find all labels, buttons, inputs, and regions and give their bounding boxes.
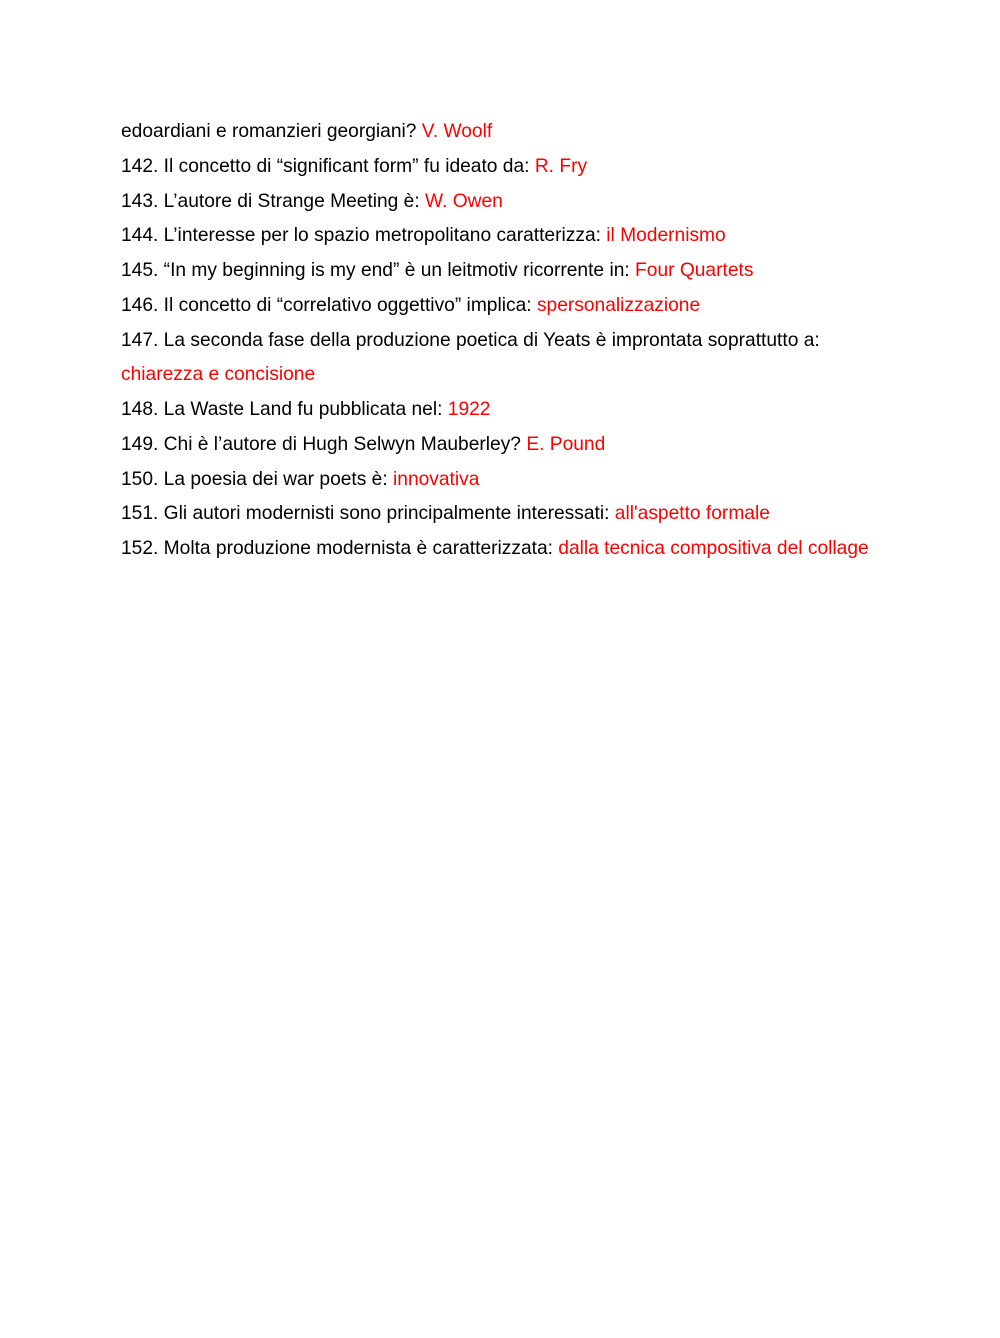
answer-text: E. Pound: [526, 433, 606, 455]
answer-text: W. Owen: [425, 190, 503, 212]
quiz-item: [121, 254, 881, 289]
question-text: 148. La Waste Land fu pubblicata nel:: [121, 399, 448, 420]
quiz-item: [121, 463, 881, 498]
question-text: 149. Chi è l’autore di Hugh Selwyn Mauberley?: [121, 433, 527, 455]
question-text: 142. Il concetto di “significant form” fu ideato da:: [121, 155, 535, 177]
answer-text: 1922: [447, 399, 491, 420]
quiz-item: [121, 115, 881, 150]
question-text: edoardiani e romanzieri georgiani?: [121, 121, 422, 142]
answer-text: V. Woolf: [421, 121, 493, 142]
quiz-answer-list: [121, 115, 881, 567]
answer-text: chiarezza e concisione: [121, 364, 316, 386]
answer-text: innovativa: [393, 468, 480, 490]
question-text: 146. Il concetto di “correlativo oggettivo” implica:: [121, 294, 537, 316]
question-text: 143. L’autore di Strange Meeting è:: [121, 190, 426, 212]
answer-text: dalla tecnica compositiva del collage: [558, 538, 869, 559]
question-text: 147. La seconda fase della produzione poetica di Yeats è improntata soprattutto a:: [121, 329, 820, 351]
question-text: 152. Molta produzione modernista è caratterizzata:: [121, 538, 559, 559]
quiz-item: [121, 532, 881, 567]
answer-text: Four Quartets: [635, 260, 754, 281]
quiz-item: [121, 428, 881, 463]
question-text: 144. L’interesse per lo spazio metropolitano caratterizza:: [121, 225, 607, 247]
quiz-item: [121, 219, 881, 254]
quiz-item: [121, 393, 881, 428]
quiz-item: [121, 150, 881, 185]
quiz-item: [121, 497, 881, 532]
answer-text: il Modernismo: [606, 225, 726, 247]
answer-text: spersonalizzazione: [536, 294, 701, 316]
question-text: 151. Gli autori modernisti sono principalmente interessati:: [121, 503, 615, 525]
question-text: 145. “In my beginning is my end” è un leitmotiv ricorrente in:: [121, 260, 636, 281]
quiz-item: [121, 289, 881, 324]
answer-text: R. Fry: [534, 155, 588, 177]
quiz-item: [121, 324, 881, 394]
question-text: 150. La poesia dei war poets è:: [121, 468, 394, 490]
quiz-item: [121, 185, 881, 220]
answer-text: all'aspetto formale: [614, 503, 770, 525]
